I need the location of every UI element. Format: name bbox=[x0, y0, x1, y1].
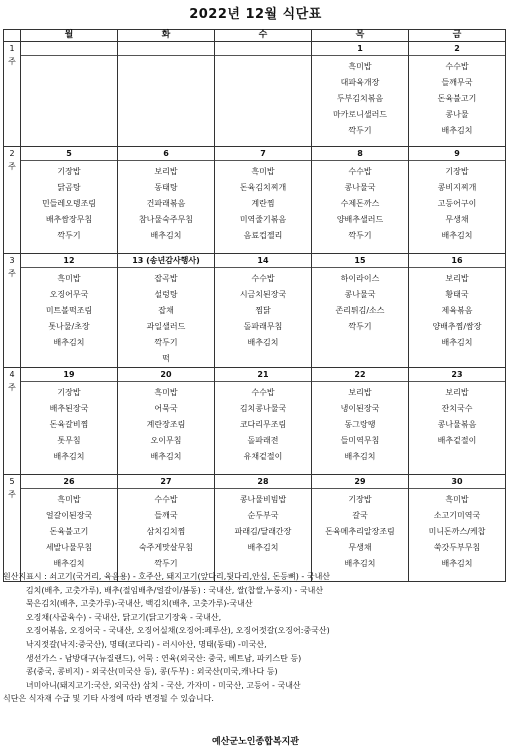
date-label: 1 bbox=[312, 42, 408, 56]
dish-list bbox=[21, 56, 117, 59]
dish-item: 배추김치 bbox=[344, 559, 376, 568]
dish-item: 음료컵젤리 bbox=[243, 231, 283, 240]
dish-item: 동그랑땡 bbox=[344, 420, 376, 429]
dish-item: 하이라이스 bbox=[340, 274, 380, 283]
dish-item: 콩나물 bbox=[445, 110, 469, 119]
week-row bbox=[4, 42, 506, 147]
day-cell bbox=[409, 42, 506, 147]
day-cell bbox=[312, 147, 409, 254]
day-cell bbox=[21, 368, 118, 475]
dish-item: 제육볶음 bbox=[441, 306, 473, 315]
dish-item: 계란장조림 bbox=[146, 420, 186, 429]
footer-org-name: 예산군노인종합복지관 bbox=[212, 737, 299, 747]
dish-item: 배추된장국 bbox=[49, 404, 89, 413]
dish-item: 양배추샐러드 bbox=[336, 215, 384, 224]
date-label: 30 bbox=[409, 475, 505, 489]
dish-item: 황태국 bbox=[445, 290, 469, 299]
week-row bbox=[4, 254, 506, 368]
dish-item: 돌파래무침 bbox=[243, 322, 283, 331]
dish-item: 콩나물비빔밥 bbox=[239, 495, 287, 504]
dish-list bbox=[118, 56, 214, 59]
day-cell bbox=[409, 254, 506, 368]
day-cell bbox=[409, 475, 506, 582]
dish-item: 깍두기 bbox=[348, 231, 372, 240]
header-row bbox=[4, 30, 506, 42]
day-cell bbox=[409, 147, 506, 254]
dish-item: 배추김치 bbox=[441, 559, 473, 568]
dish-item: 잡채 bbox=[158, 306, 174, 315]
dish-item: 기장밥 bbox=[57, 388, 81, 397]
dish-item: 동태탕 bbox=[154, 183, 178, 192]
date-label: 19 bbox=[21, 368, 117, 382]
day-cell bbox=[312, 254, 409, 368]
day-header: 금 bbox=[409, 30, 506, 42]
dish-item: 기장밥 bbox=[445, 167, 469, 176]
dish-list bbox=[312, 161, 408, 244]
date-label bbox=[118, 42, 214, 56]
dish-list bbox=[215, 382, 311, 465]
dish-item: 배추김치 bbox=[247, 338, 279, 347]
week-row bbox=[4, 475, 506, 582]
note-line: 낙지젓갈(낙지:중국산), 명태(코다리) - 러시아산, 명태(동태) -미국산, bbox=[3, 639, 267, 649]
dish-item: 오징어무국 bbox=[49, 290, 89, 299]
day-cell bbox=[118, 368, 215, 475]
dish-item: 파래김/달래간장 bbox=[234, 527, 292, 536]
dish-item: 깍두기 bbox=[154, 559, 178, 568]
dish-list bbox=[21, 268, 117, 351]
dish-item: 존리튀김/소스 bbox=[335, 306, 385, 315]
day-cell bbox=[215, 254, 312, 368]
dish-item: 기장밥 bbox=[348, 495, 372, 504]
dish-item: 쑥갓두부무침 bbox=[433, 543, 481, 552]
day-header: 목 bbox=[312, 30, 409, 42]
dish-list bbox=[118, 268, 214, 367]
dish-item: 콩나물볶음 bbox=[437, 420, 477, 429]
date-label bbox=[215, 42, 311, 56]
dish-item: 콩나물국 bbox=[344, 290, 376, 299]
dish-item: 유채겉절이 bbox=[243, 452, 283, 461]
dish-item: 배추김치 bbox=[441, 338, 473, 347]
week-label: 2 주 bbox=[4, 147, 21, 254]
date-label: 22 bbox=[312, 368, 408, 382]
dish-list bbox=[118, 161, 214, 244]
day-cell bbox=[312, 42, 409, 147]
day-cell bbox=[21, 147, 118, 254]
date-label: 29 bbox=[312, 475, 408, 489]
date-label: 23 bbox=[409, 368, 505, 382]
date-label: 21 bbox=[215, 368, 311, 382]
day-cell bbox=[118, 42, 215, 147]
dish-list bbox=[215, 268, 311, 351]
week-label: 4 주 bbox=[4, 368, 21, 475]
day-header: 수 bbox=[215, 30, 312, 42]
dish-item: 보리밥 bbox=[445, 274, 469, 283]
day-cell bbox=[215, 475, 312, 582]
dish-item: 얼갈이된장국 bbox=[45, 511, 93, 520]
dish-item: 흑미밥 bbox=[57, 274, 81, 283]
dish-item: 배추김치 bbox=[441, 231, 473, 240]
dish-item: 돈육불고기 bbox=[437, 94, 477, 103]
dish-item: 보리밥 bbox=[154, 167, 178, 176]
dish-item: 코다리무조림 bbox=[239, 420, 287, 429]
dish-list bbox=[312, 382, 408, 465]
dish-item: 소고기미역국 bbox=[433, 511, 481, 520]
dish-item: 돈육불고기 bbox=[49, 527, 89, 536]
dish-item: 잡곡밥 bbox=[154, 274, 178, 283]
dish-item: 흑미밥 bbox=[445, 495, 469, 504]
day-cell bbox=[215, 368, 312, 475]
dish-item: 계란찜 bbox=[251, 199, 275, 208]
note-line: 식단은 식자재 수급 및 기타 사정에 따라 변경될 수 있습니다. bbox=[3, 694, 214, 704]
dish-item: 배추김치 bbox=[247, 543, 279, 552]
dish-item: 수수밥 bbox=[445, 62, 469, 71]
note-line: 원산지표시 : 쇠고기(국거리, 육음용) - 호주산, 돼지고기(앞다리,뒷다리,안심, 돈등뼈) - 국내산 bbox=[3, 572, 331, 581]
dish-item: 보리밥 bbox=[348, 388, 372, 397]
dish-item: 깍두기 bbox=[154, 338, 178, 347]
dish-item: 배추김치 bbox=[53, 559, 85, 568]
date-label: 28 bbox=[215, 475, 311, 489]
dish-item: 떡 bbox=[162, 354, 170, 363]
dish-item: 돈육메추리알장조림 bbox=[325, 527, 395, 536]
dish-item: 수제돈까스 bbox=[340, 199, 380, 208]
dish-item: 배추김치 bbox=[441, 126, 473, 135]
date-label: 2 bbox=[409, 42, 505, 56]
dish-item: 보리밥 bbox=[445, 388, 469, 397]
dish-item: 돈육갈비찜 bbox=[49, 420, 89, 429]
dish-item: 돌파래전 bbox=[247, 436, 279, 445]
dish-item: 건파래볶음 bbox=[146, 199, 186, 208]
dish-item: 기장밥 bbox=[57, 167, 81, 176]
dish-item: 고등어구이 bbox=[437, 199, 477, 208]
dish-list bbox=[409, 382, 505, 449]
dish-item: 순두부국 bbox=[247, 511, 279, 520]
dish-item: 찜닭 bbox=[255, 306, 271, 315]
dish-item: 들깨국 bbox=[154, 511, 178, 520]
dish-list bbox=[118, 489, 214, 572]
dish-item: 수수밥 bbox=[348, 167, 372, 176]
dish-item: 시금치된장국 bbox=[239, 290, 287, 299]
dish-list bbox=[21, 489, 117, 572]
dish-item: 콩비지찌개 bbox=[437, 183, 477, 192]
dish-item: 흑미밥 bbox=[154, 388, 178, 397]
date-label bbox=[21, 42, 117, 56]
dish-item: 깍두기 bbox=[348, 126, 372, 135]
dish-item: 깍두기 bbox=[348, 322, 372, 331]
day-header: 화 bbox=[118, 30, 215, 42]
date-label: 26 bbox=[21, 475, 117, 489]
week-label: 5 주 bbox=[4, 475, 21, 582]
day-cell bbox=[21, 42, 118, 147]
date-label: 9 bbox=[409, 147, 505, 161]
dish-item: 배추겉절이 bbox=[437, 436, 477, 445]
day-cell bbox=[215, 147, 312, 254]
dish-list bbox=[409, 268, 505, 351]
dish-item: 냉이된장국 bbox=[340, 404, 380, 413]
dish-item: 배추쌈장무침 bbox=[45, 215, 93, 224]
dish-item: 배추김치 bbox=[344, 452, 376, 461]
dish-list bbox=[215, 56, 311, 59]
week-label: 1 주 bbox=[4, 42, 21, 147]
dish-item: 과일샐러드 bbox=[146, 322, 186, 331]
dish-item: 무생채 bbox=[348, 543, 372, 552]
menu-table bbox=[3, 29, 506, 582]
dish-list bbox=[215, 489, 311, 556]
note-line: 묵은김치(배추, 고춧가루)-국내산, 백김치(배추, 고춧가루)-국내산 bbox=[3, 599, 253, 609]
day-cell bbox=[215, 42, 312, 147]
origin-notes bbox=[3, 570, 506, 706]
dish-item: 배추김치 bbox=[150, 231, 182, 240]
dish-item: 미역줄기볶음 bbox=[239, 215, 287, 224]
dish-list bbox=[215, 161, 311, 244]
week-row bbox=[4, 368, 506, 475]
dish-item: 마카로니샐러드 bbox=[332, 110, 388, 119]
dish-item: 배추김치 bbox=[53, 452, 85, 461]
day-header: 월 bbox=[21, 30, 118, 42]
day-cell bbox=[21, 475, 118, 582]
date-label: 12 bbox=[21, 254, 117, 268]
dish-list bbox=[21, 382, 117, 465]
date-label: 7 bbox=[215, 147, 311, 161]
dish-item: 양배추찜/쌈장 bbox=[432, 322, 482, 331]
day-cell bbox=[312, 368, 409, 475]
dish-item: 무생채 bbox=[445, 215, 469, 224]
dish-item: 흑미밥 bbox=[348, 62, 372, 71]
week-label: 3 주 bbox=[4, 254, 21, 368]
day-cell bbox=[21, 254, 118, 368]
date-label: 14 bbox=[215, 254, 311, 268]
date-label: 5 bbox=[21, 147, 117, 161]
dish-item: 숙주게맛살무침 bbox=[138, 543, 194, 552]
dish-item: 참나물숙주무침 bbox=[138, 215, 194, 224]
day-cell bbox=[118, 147, 215, 254]
dish-item: 깍두기 bbox=[57, 231, 81, 240]
dish-item: 흑미밥 bbox=[251, 167, 275, 176]
page-title: 2022년 12월 식단표 bbox=[189, 7, 322, 22]
date-label: 15 bbox=[312, 254, 408, 268]
note-line: 오징채(사골육수) - 국내산, 닭고기(닭고기장육 - 국내산, bbox=[3, 612, 222, 622]
dish-item: 김치콩나물국 bbox=[239, 404, 287, 413]
dish-item: 갈국 bbox=[352, 511, 368, 520]
dish-list bbox=[312, 268, 408, 335]
day-cell bbox=[118, 475, 215, 582]
dish-list bbox=[409, 161, 505, 244]
week-header bbox=[4, 30, 21, 42]
dish-item: 삼치김치찜 bbox=[146, 527, 186, 536]
dish-list bbox=[409, 56, 505, 139]
week-row bbox=[4, 147, 506, 254]
day-cell bbox=[312, 475, 409, 582]
dish-item: 수수밥 bbox=[154, 495, 178, 504]
dish-item: 설렁탕 bbox=[154, 290, 178, 299]
date-label: 16 bbox=[409, 254, 505, 268]
note-line: 콩(중국, 콩비지) - 외국산(미국산 등), 콩(두부) : 외국산(미국,캐나다 등) bbox=[3, 667, 278, 677]
date-label: 27 bbox=[118, 475, 214, 489]
dish-item: 들미역무침 bbox=[340, 436, 380, 445]
date-label: 6 bbox=[118, 147, 214, 161]
dish-item: 콩나물국 bbox=[344, 183, 376, 192]
dish-list bbox=[409, 489, 505, 572]
note-line: 오징어볶음, 오징어국 - 국내산, 오징어실채(오징어:페루산), 오징어젓갈(오징어:중국산) bbox=[3, 626, 330, 636]
dish-item: 돈육김치찌개 bbox=[239, 183, 287, 192]
dish-item: 대파육개장 bbox=[340, 78, 380, 87]
dish-item: 톳나물/초장 bbox=[48, 322, 90, 331]
dish-item: 배추김치 bbox=[53, 338, 85, 347]
date-label: 20 bbox=[118, 368, 214, 382]
dish-list bbox=[312, 489, 408, 572]
dish-item: 미트볼떡조림 bbox=[45, 306, 93, 315]
dish-item: 수수밥 bbox=[251, 388, 275, 397]
date-label: 13 (송년감사행사) bbox=[118, 254, 214, 268]
dish-item: 민들레오뎅조림 bbox=[41, 199, 97, 208]
dish-list bbox=[21, 161, 117, 244]
dish-list bbox=[312, 56, 408, 139]
dish-item: 흑미밥 bbox=[57, 495, 81, 504]
note-line: 생선가스 - 남방대구(뉴질랜드), 어묵 : 연육(외국산: 중국, 베트남, 파키스탄 등) bbox=[3, 653, 302, 663]
date-label: 8 bbox=[312, 147, 408, 161]
note-line: 김치(배추, 고춧가루), 배추(절임배추/얼갈이/봄동) : 국내산, 쌀(찹쌀,누룽지) - 국내산 bbox=[3, 585, 324, 595]
day-cell bbox=[409, 368, 506, 475]
dish-item: 잔치국수 bbox=[441, 404, 473, 413]
dish-item: 미니돈까스/케찹 bbox=[428, 527, 486, 536]
dish-item: 닭곰탕 bbox=[57, 183, 81, 192]
dish-item: 수수밥 bbox=[251, 274, 275, 283]
note-line: 녀미아니(돼지고기:국산, 외국산) 삼치 - 국산, 가자미 - 미국산, 고등어 - 국내산 bbox=[3, 680, 301, 690]
dish-item: 배추김치 bbox=[150, 452, 182, 461]
dish-item: 톳무침 bbox=[57, 436, 81, 445]
dish-item: 세발나물무침 bbox=[45, 543, 93, 552]
dish-list bbox=[118, 382, 214, 465]
day-cell bbox=[118, 254, 215, 368]
dish-item: 들깨무국 bbox=[441, 78, 473, 87]
dish-item: 어묵국 bbox=[154, 404, 178, 413]
dish-item: 오이무침 bbox=[150, 436, 182, 445]
dish-item: 두부김치볶음 bbox=[336, 94, 384, 103]
